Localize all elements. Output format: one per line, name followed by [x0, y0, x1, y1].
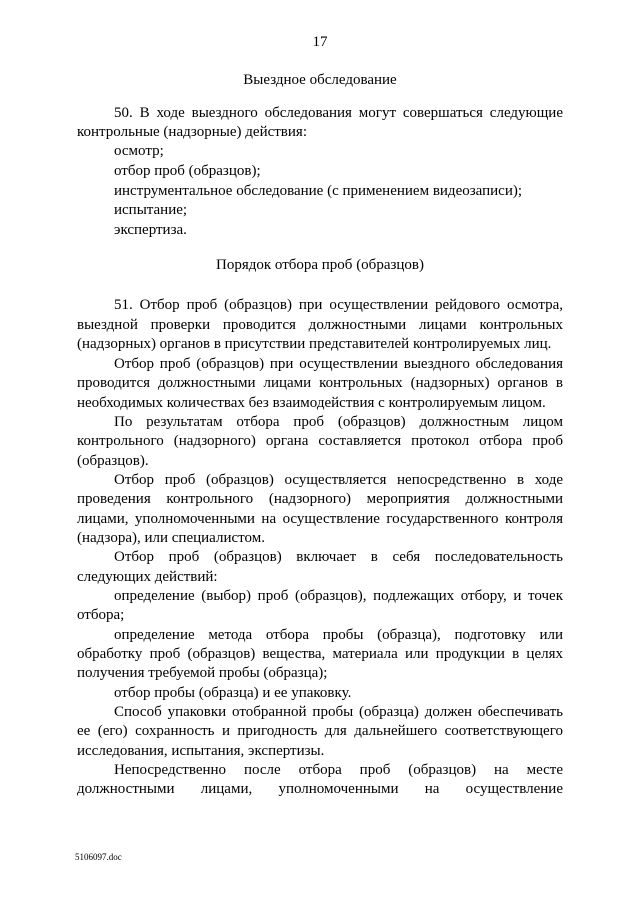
- list-item: инструментальное обследование (с применением видеозаписи);: [114, 183, 523, 199]
- paragraph-line: отбор пробы (образца) и ее упаковку.: [114, 685, 352, 701]
- paragraph-line: (надзора), или специалистом.: [77, 530, 265, 546]
- paragraph-line: Способ упаковки отобранной пробы (образца) должен обеспечивать: [114, 704, 563, 720]
- section-heading: Порядок отбора проб (образцов): [215, 257, 425, 273]
- paragraph-line: должностными лицами, уполномоченными на осуществление: [77, 781, 563, 797]
- paragraph-line: Отбор проб (образцов) при осуществлении выездного обследования: [114, 356, 563, 372]
- paragraph-line: По результатам отбора проб (образцов) должностным лицом: [114, 414, 563, 430]
- paragraph-line: лицами, уполномоченными на осуществление государственного контроля: [77, 511, 563, 527]
- paragraph-line: 51. Отбор проб (образцов) при осуществлении рейдового осмотра,: [114, 297, 563, 313]
- paragraph-line: обработку проб (образцов) вещества, материала или продукции в целях: [77, 646, 563, 662]
- list-item: отбор проб (образцов);: [114, 163, 261, 179]
- paragraph-line: контрольные (надзорные) действия:: [77, 124, 307, 140]
- paragraph-line: получения требуемой пробы (образца);: [77, 665, 328, 681]
- paragraph-line: Отбор проб (образцов) осуществляется непосредственно в ходе: [114, 472, 563, 488]
- list-item: экспертиза.: [114, 222, 187, 238]
- paragraph-line: определение (выбор) проб (образцов), подлежащих отбору, и точек: [114, 588, 563, 604]
- paragraph-line: (надзорных) органов в присутствии представителей контролируемых лиц.: [77, 336, 552, 352]
- list-item: испытание;: [114, 202, 188, 218]
- paragraph-line: отбора;: [77, 607, 125, 623]
- paragraph-line: проводится должностными лицами контрольных (надзорных) органов в: [77, 375, 563, 391]
- paragraph-line: выездной проверки проводится должностными лицами контрольных: [77, 317, 563, 333]
- document-footer: 5106097.doc: [75, 852, 122, 862]
- page-number: 17: [312, 34, 328, 50]
- paragraph-line: проведения контрольного (надзорного) мероприятия должностными: [77, 491, 563, 507]
- paragraph-line: Непосредственно после отбора проб (образцов) на месте: [114, 762, 563, 778]
- paragraph-line: (образцов).: [77, 453, 149, 469]
- paragraph-line: ее (его) сохранность и пригодность для дальнейшего соответствующего: [77, 723, 563, 739]
- paragraph-line: исследования, испытания, экспертизы.: [77, 743, 325, 759]
- paragraph-line: 50. В ходе выездного обследования могут совершаться следующие: [114, 105, 563, 121]
- section-heading: Выездное обследование: [243, 72, 397, 88]
- paragraph-line: контрольного (надзорного) органа составляется протокол отбора проб: [77, 433, 563, 449]
- paragraph-line: Отбор проб (образцов) включает в себя последовательность: [114, 549, 563, 565]
- list-item: осмотр;: [114, 143, 164, 159]
- paragraph-line: определение метода отбора пробы (образца), подготовку или: [114, 627, 563, 643]
- paragraph-line: необходимых количествах без взаимодействия с контролируемым лицом.: [77, 395, 546, 411]
- paragraph-line: следующих действий:: [77, 569, 218, 585]
